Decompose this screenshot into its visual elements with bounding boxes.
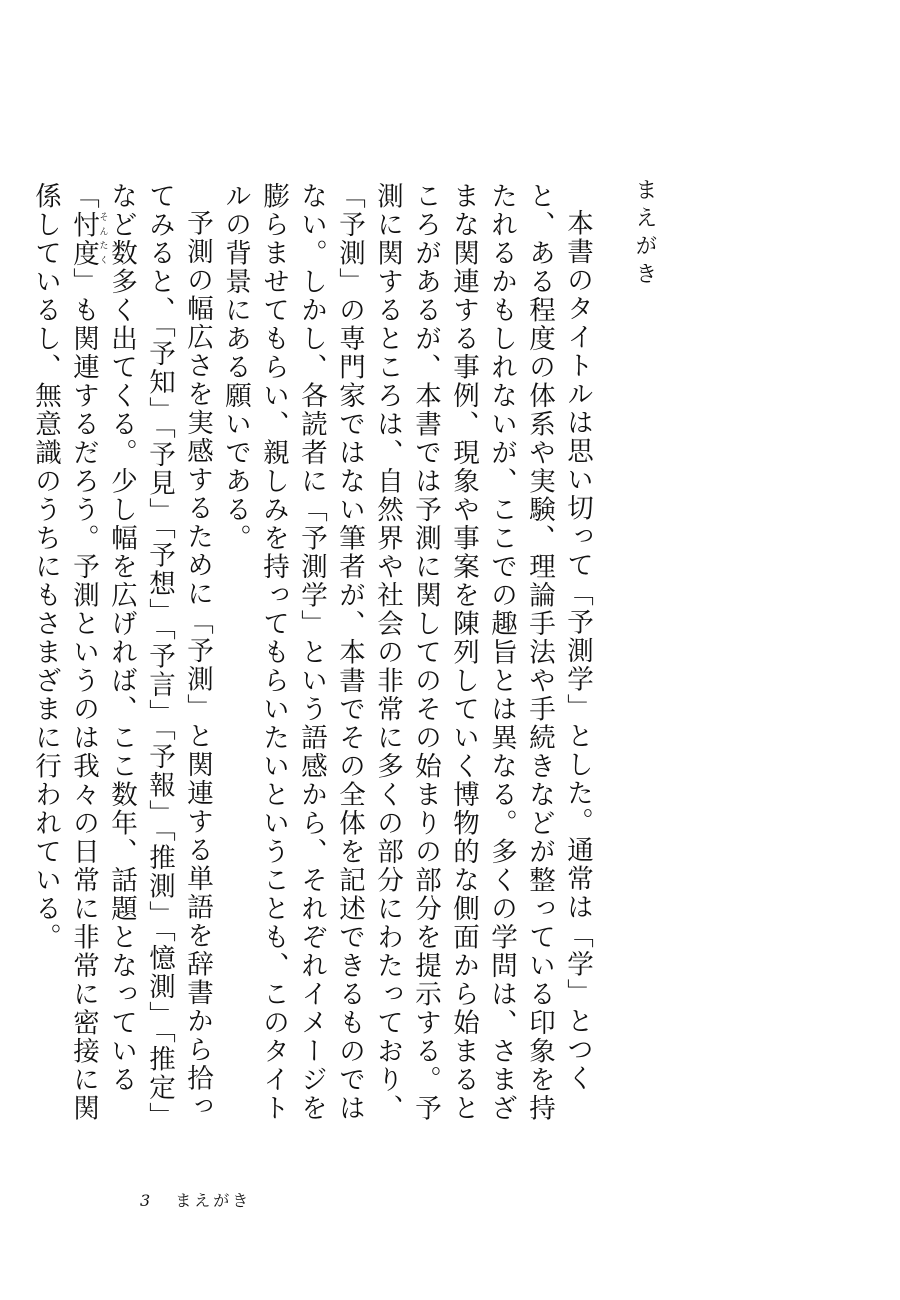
chapter-title: まえがき [632,178,657,290]
running-title: まえがき [175,1191,252,1210]
paragraph-2-part-1: 予測の幅広さを実感するために「予測」と関連する単語を辞書から拾ってみると、「予知」「予見」「予想」「予言」「予報」「推測」「憶測」「推定」など数多く出てくる。少し幅を広げれば、ここ数年、話題となっている「 [68,182,213,1131]
paragraph-2 [26,182,216,1142]
sontaku-base: 忖度 [68,210,99,268]
page-footer [140,1188,251,1211]
body-text [30,182,596,1142]
page-number: 3 [140,1191,154,1210]
paragraph-2-part-2: 」も関連するだろう。予測というのは我々の日常に非常に密接に関係しているし、無意識のうちにもさまざまに行われている。 [30,182,99,1123]
paragraph-1: 本書のタイトルは思い切って「予測学」とした。通常は「学」とつくと、ある程度の体系や実験、理論手法や手続きなどが整っている印象を持たれるかもしれないが、ここでの趣旨とは異なる。多くの学問は、さまざまな関連する事例、現象や事案を陳列していく博物的な側面から始まるところがあるが、本書では予測に関してのその始まりの部分を提示する。予測に関するところは、自然界や社会の非常に多くの部分にわたっており、「予測」の専門家ではない筆者が、本書でその全体を記述できるものではない。しかし、各読者に「予測学」という語感から、それぞれイメージを膨らませてもらい、親しみを持ってもらいたいということも、このタイトルの背景にある願いである。 [220,182,593,1123]
sontaku-reading: そんたく [97,210,108,268]
sontaku-ruby [68,210,108,268]
